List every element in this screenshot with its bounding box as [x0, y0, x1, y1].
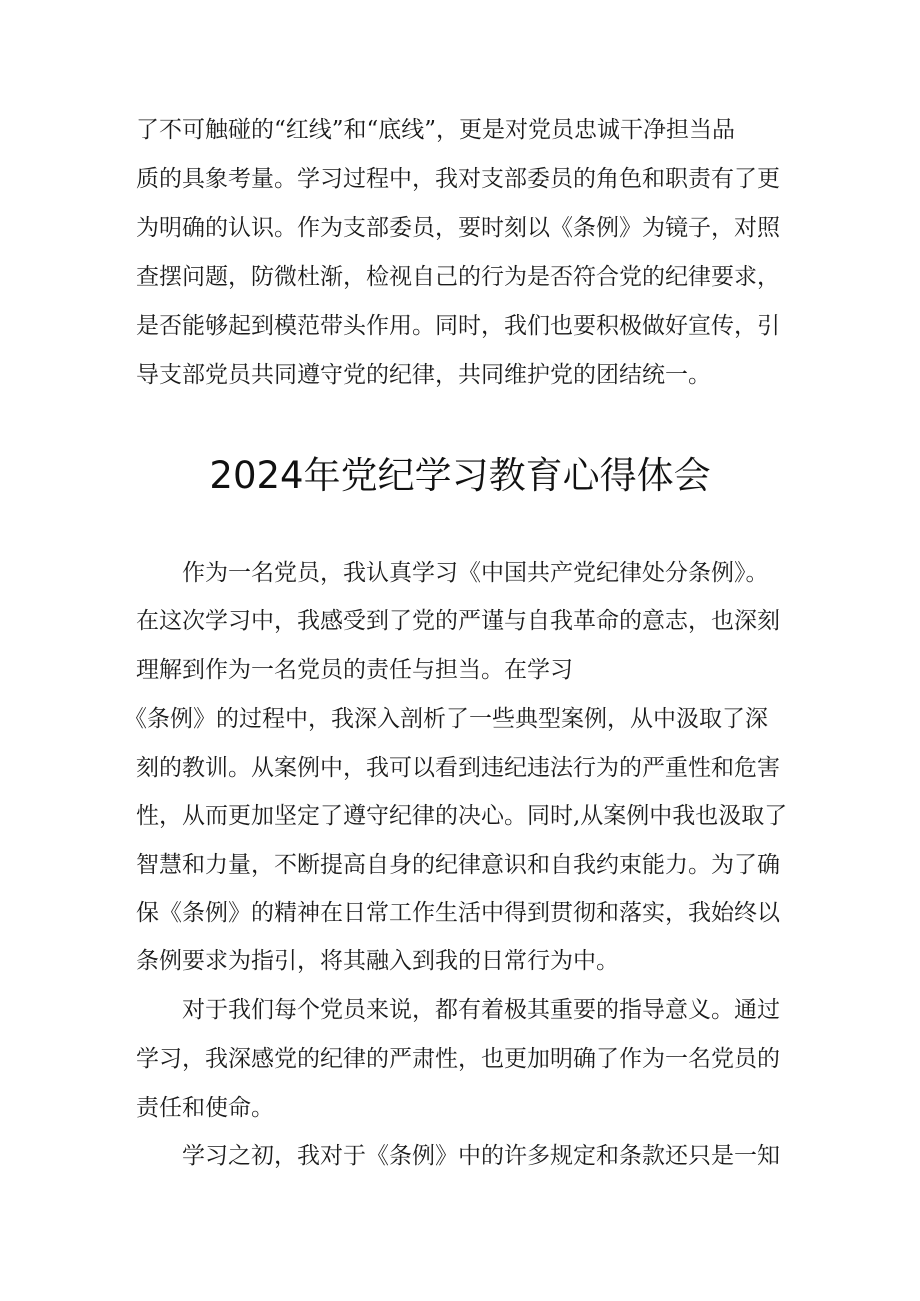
- text-line: 保《条例》的精神在日常工作生活中得到贯彻和落实，我始终以: [136, 900, 780, 926]
- text-line: 了不可触碰的“红线”和“底线”，更是对党员忠诚干净担当品: [136, 117, 736, 143]
- text-line: 在这次学习中，我感受到了党的严谨与自我革命的意志，也深刻: [136, 608, 780, 634]
- text-line: 质的具象考量。学习过程中，我对支部委员的角色和职责有了更: [136, 166, 780, 192]
- text-line: 责任和使命。: [136, 1095, 274, 1121]
- text-line: 学习之初，我对于《条例》中的许多规定和条款还只是一知: [182, 1143, 780, 1169]
- text-line: 智慧和力量，不断提高自身的纪律意识和自我约束能力。为了确: [136, 852, 780, 878]
- text-line: 对于我们每个党员来说，都有着极其重要的指导意义。通过: [182, 997, 780, 1023]
- text-line: 刻的教训。从案例中，我可以看到违纪违法行为的严重性和危害: [136, 755, 780, 781]
- text-line: 查摆问题，防微杜渐，检视自己的行为是否符合党的纪律要求，: [136, 264, 780, 290]
- text-line: 学习，我深感党的纪律的严肃性，也更加明确了作为一名党员的: [136, 1046, 780, 1072]
- text-line: 是否能够起到模范带头作用。同时，我们也要积极做好宣传，引: [136, 313, 780, 339]
- text-line: 《条例》的过程中，我深入剖析了一些典型案例，从中汲取了深: [124, 706, 768, 732]
- text-line: 导支部党员共同遵守党的纪律，共同维护党的团结统一。: [136, 362, 711, 388]
- text-line: 条例要求为指引，将其融入到我的日常行为中。: [136, 948, 619, 974]
- text-line: 性，从而更加坚定了遵守纪律的决心。同时,从案例中我也汲取了: [136, 803, 788, 829]
- text-line: 理解到作为一名党员的责任与担当。在学习: [136, 657, 573, 683]
- document-title: 2024年党纪学习教育心得体会: [209, 454, 711, 497]
- text-line: 为明确的认识。作为支部委员，要时刻以《条例》为镜子，对照: [136, 215, 780, 241]
- text-line: 作为一名党员，我认真学习《中国共产党纪律处分条例》。: [182, 560, 769, 586]
